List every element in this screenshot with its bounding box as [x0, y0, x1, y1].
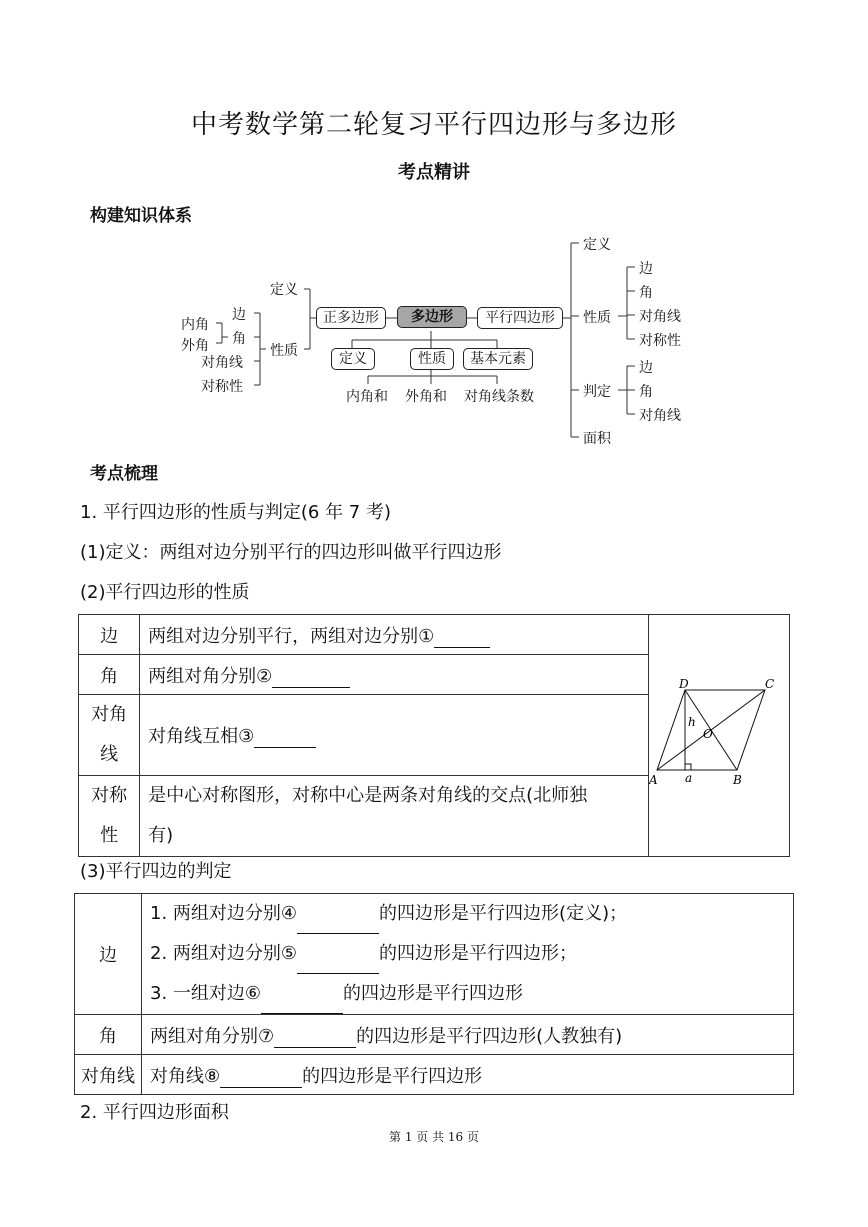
- answer-blank-2[interactable]: [272, 667, 350, 688]
- parallelogram-figure-cell: [648, 615, 789, 857]
- mindmap-para-judgement: 判定: [583, 384, 611, 400]
- prop-text-angle: 两组对角分别②: [140, 655, 648, 695]
- judgement-table: [74, 893, 794, 1095]
- label-d-vertex: D: [678, 678, 689, 691]
- list-item: 1. 两组对边分别④ 的四边形是平行四边形(定义)；: [150, 894, 785, 934]
- judge-text-side: [142, 894, 794, 1015]
- judge-text-angle: 两组对角分别⑦ 的四边形是平行四边形(人教独有): [142, 1015, 794, 1055]
- mindmap-para-prop-side: 边: [639, 261, 653, 277]
- mindmap-para-prop-diagonal: 对角线: [639, 309, 681, 325]
- table-row: [75, 1055, 794, 1095]
- answer-blank-4[interactable]: [297, 913, 379, 934]
- prop-text-diagonal: 对角线互相③: [140, 695, 648, 776]
- answer-blank-1[interactable]: [434, 627, 490, 648]
- mindmap-para-judge-side: 边: [639, 360, 653, 376]
- property-table: [78, 614, 790, 857]
- mindmap-property-box: 性质: [410, 348, 454, 370]
- answer-blank-6[interactable]: [261, 993, 343, 1014]
- prop-key-symmetry: 对称 性: [79, 776, 140, 857]
- list-item: 2. 两组对边分别⑤ 的四边形是平行四边形；: [150, 934, 785, 974]
- label-b-vertex: B: [732, 773, 742, 787]
- page-title: 中考数学第二轮复习平行四边形与多边形: [190, 110, 677, 140]
- mindmap-para-prop-symmetry: 对称性: [639, 333, 681, 349]
- mindmap-definition-box: 定义: [331, 348, 375, 370]
- label-c-vertex: C: [764, 678, 774, 691]
- mindmap-leaf-diagonal-count: 对角线条数: [464, 389, 534, 405]
- section-build-heading: 构建知识体系: [90, 206, 192, 226]
- property-heading: (2)平行四边形的性质: [80, 582, 250, 603]
- item2-heading: 2. 平行四边形面积: [80, 1102, 229, 1123]
- judge-key-diagonal: 对角线: [75, 1055, 142, 1095]
- label-a-base: a: [684, 771, 692, 785]
- prop-key-side: 边: [79, 615, 140, 655]
- page-subtitle: 考点精讲: [398, 162, 470, 183]
- mindmap-reg-definition: 定义: [270, 282, 298, 298]
- mindmap-para-definition: 定义: [583, 237, 611, 253]
- mindmap-reg-interior-angle: 内角: [181, 317, 209, 333]
- judge-key-angle: 角: [75, 1015, 142, 1055]
- mindmap-basic-elements-box: 基本元素: [463, 348, 533, 370]
- mindmap-reg-property: 性质: [270, 343, 298, 359]
- mindmap-para-judge-diagonal: 对角线: [639, 408, 681, 424]
- answer-blank-3[interactable]: [254, 727, 316, 748]
- answer-blank-5[interactable]: [297, 953, 379, 974]
- mindmap-leaf-exterior-sum: 外角和: [405, 389, 447, 405]
- mindmap-core-box: 多边形: [397, 306, 467, 328]
- mindmap-regular-polygon-box: 正多边形: [316, 307, 386, 329]
- mindmap-reg-side: 边: [232, 307, 246, 323]
- mindmap-reg-angle: 角: [232, 331, 246, 347]
- section-sort-heading: 考点梳理: [90, 464, 158, 484]
- answer-blank-7[interactable]: [274, 1027, 356, 1048]
- definition-line: (1)定义：两组对边分别平行的四边形叫做平行四边形: [80, 542, 502, 563]
- answer-blank-8[interactable]: [220, 1067, 302, 1088]
- label-o-center: O: [702, 727, 713, 741]
- page-footer: 第 1 页 共 16 页: [389, 1130, 479, 1144]
- mindmap-reg-symmetry: 对称性: [201, 379, 243, 395]
- judge-text-diagonal: 对角线⑧ 的四边形是平行四边形: [142, 1055, 794, 1095]
- mindmap-para-property: 性质: [583, 310, 611, 326]
- mindmap-reg-exterior-angle: 外角: [181, 338, 209, 354]
- mindmap-reg-diagonal: 对角线: [201, 355, 243, 371]
- table-row: [75, 894, 794, 1015]
- label-h-height: h: [687, 715, 696, 729]
- table-row: [79, 615, 790, 655]
- prop-key-angle: 角: [79, 655, 140, 695]
- item1-heading: 1. 平行四边形的性质与判定(6 年 7 考): [80, 502, 392, 523]
- mindmap-para-judge-angle: 角: [639, 384, 653, 400]
- table-row: [75, 1015, 794, 1055]
- mindmap-para-area: 面积: [583, 431, 611, 447]
- judge-key-side: 边: [75, 894, 142, 1015]
- list-item: 3. 一组对边⑥ 的四边形是平行四边形: [150, 974, 785, 1014]
- parallelogram-figure: [649, 678, 789, 788]
- mindmap-leaf-interior-sum: 内角和: [346, 389, 388, 405]
- prop-key-diagonal: 对角 线: [79, 695, 140, 776]
- prop-text-side: 两组对边分别平行，两组对边分别①: [140, 615, 648, 655]
- judgement-heading: (3)平行四边的判定: [80, 861, 232, 882]
- mindmap-parallelogram-box: 平行四边形: [477, 307, 563, 329]
- prop-text-symmetry: 是中心对称图形，对称中心是两条对角线的交点(北师独 有): [140, 776, 648, 857]
- label-a-vertex: A: [648, 773, 658, 787]
- mindmap-para-prop-angle: 角: [639, 285, 653, 301]
